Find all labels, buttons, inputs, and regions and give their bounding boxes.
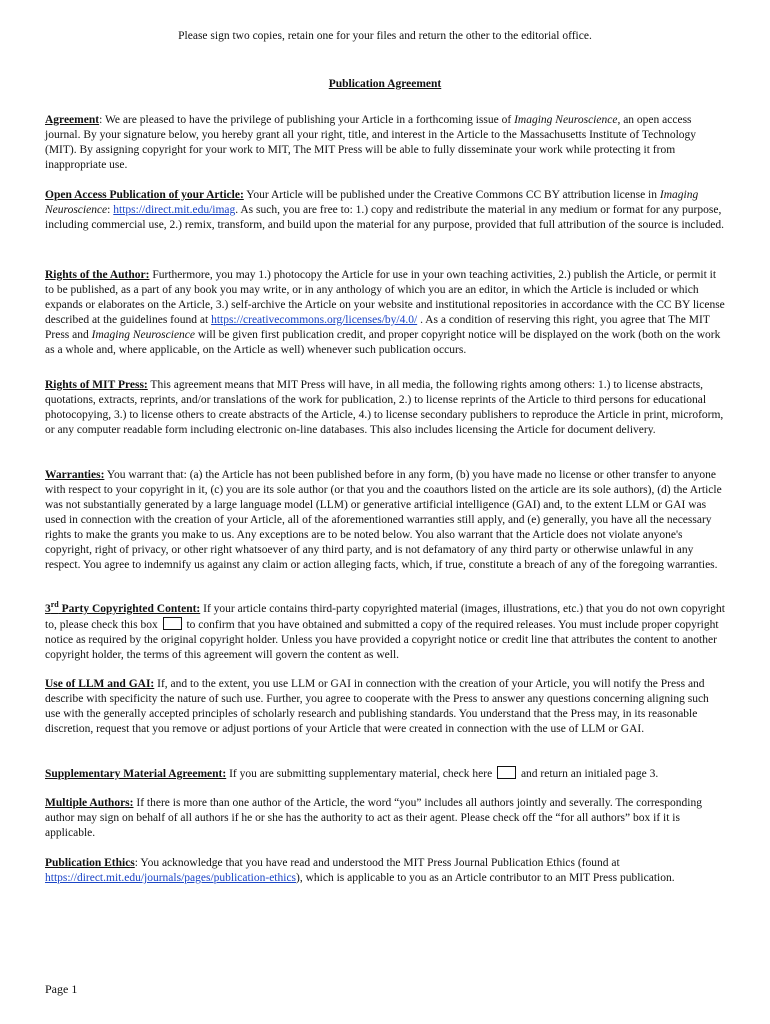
supplementary-text: and return an initialed page 3. [518, 768, 659, 780]
multiple-authors-heading: Multiple Authors: [45, 797, 134, 809]
third-party-checkbox[interactable] [163, 617, 182, 630]
open-access-text: Your Article will be published under the Creative Commons CC BY attribution license in [243, 189, 660, 201]
rights-author-heading: Rights of the Author: [45, 269, 150, 281]
warranties-paragraph [45, 468, 725, 573]
journal-name: Imaging Neuroscience [45, 189, 699, 216]
rights-mit-paragraph [45, 378, 725, 438]
open-access-text: . As such, you are free to: 1.) copy and redistribute the material in any medium or format for any purpose, including commercial use, 2.) remix, transform, and build upon the material for any purpose, provided that full attribution of the source is included. [45, 204, 724, 231]
supplementary-heading: Supplementary Material Agreement: [45, 768, 227, 780]
llm-heading: Use of LLM and GAI: [45, 678, 155, 690]
supplementary-paragraph [45, 766, 725, 782]
third-party-text: to confirm that you have obtained and submitted a copy of the required releases. You must include proper copyright notice as required by the original copyright holder. Unless you have provided a copyright notice or credit line that attributes the content to another copyright holder, the terms of this agreement will govern the content as well. [45, 619, 719, 661]
ethics-text: : You acknowledge that you have read and understood the MIT Press Journal Publication Ethics (found at [134, 857, 620, 869]
journal-link[interactable]: https://direct.mit.edu/imag [113, 204, 236, 216]
document-title: Publication Agreement [328, 78, 442, 90]
llm-paragraph [45, 677, 725, 737]
rights-author-paragraph [45, 268, 725, 358]
rights-author-text: . As a condition of reserving this right, you agree that The MIT Press and [45, 314, 710, 341]
ethics-heading: Publication Ethics [45, 857, 135, 869]
rights-mit-heading: Rights of MIT Press: [45, 379, 148, 391]
open-access-text: : [107, 204, 114, 216]
ethics-text: ), which is applicable to you as an Article contributor to an MIT Press publication. [296, 872, 675, 884]
open-access-heading: Open Access Publication of your Article: [45, 189, 244, 201]
multiple-authors-paragraph [45, 796, 725, 841]
ethics-link[interactable]: https://direct.mit.edu/journals/pages/publication-ethics [45, 872, 297, 884]
journal-name: Imaging Neuroscience [91, 329, 196, 341]
third-party-paragraph [45, 602, 725, 663]
cc-license-link[interactable]: https://creativecommons.org/licenses/by/4.0/ [211, 314, 418, 326]
warranties-heading: Warranties: [45, 469, 105, 481]
multiple-authors-text: If there is more than one author of the Article, the word “you” includes all authors jointly and severally. The corresponding author may sign on behalf of all authors if he or she has the authority to act as their agent. Please check off the “for all authors” box if it is applicable. [45, 797, 702, 839]
rights-author-text: Furthermore, you may 1.) photocopy the Article for use in your own teaching activities, 2.) publish the Article, or permit it to be published, as a part of any book you may write, or in any anthology of which you are an editor, in which the Article is included or which expands or elaborates on the Article, 3.) self-archive the Article on your website and institutional repositories in accordance with the CC BY license described at the guidelines found at [45, 269, 725, 326]
third-party-text: If your article contains third-party copyrighted material (images, illustrations, etc.) that you do not own copyright to, please check this box [45, 603, 725, 631]
instruction-note: Please sign two copies, retain one for your files and return the other to the editorial office. [178, 30, 592, 42]
supplementary-text: If you are submitting supplementary material, check here [226, 768, 496, 780]
journal-name: Imaging Neuroscience [514, 114, 618, 126]
open-access-paragraph [45, 188, 725, 233]
agreement-heading: Agreement [45, 114, 100, 126]
warranties-text: You warrant that: (a) the Article has not been published before in any form, (b) you have made no license or other transfer to anyone with respect to your copyright in it, (c) you are its sole author (or that you and the coauthors listed on the article are its sole authors), (d) the Article was not substantially generated by a large language model (LLM) or generative artificial intelligence (GAI) and, to the extent LLM or GAI was used in connection with the creation of your Article, all of the aforementioned warranties still apply, and (e) generally, you have all the necessary rights to make the grants you make to us. Any exceptions are to be noted below. You also warrant that the Article does not violate anyone's copyright, right of privacy, or other right whatsoever of any third party, and is not defamatory of any third party or otherwise unlawful in any respect. You agree to indemnify us against any claim or action alleging facts, which, if true, constitute a breach of any of the foregoing warranties. [45, 469, 722, 571]
rights-author-text: will be given first publication credit, and proper copyright notice will be displayed on the work (both on the work as a whole and, where applicable, on the Article as well) whenever such publication occurs. [45, 329, 721, 356]
page-number: Page 1 [45, 982, 78, 996]
agreement-paragraph [45, 113, 725, 173]
llm-text: If, and to the extent, you use LLM or GAI in connection with the creation of your Article, you will notify the Press and describe with specificity the nature of such use. Further, you agree to cooperate with the Press to answer any questions concerning aligning such use with the generally accepted principles of scholarly research and publishing standards. You understand that the Press may, in its reasonable discretion, request that you remove or adjust portions of your Article that were created in connection with the use of LLM or GAI. [45, 678, 709, 735]
agreement-text: , an open access journal. By your signature below, you hereby grant all your right, title, and interest in the Article to the Massachusetts Institute of Technology (MIT). By assigning copyright for your work to MIT, The MIT Press will be able to fully disseminate your work while protecting it from inappropriate use. [45, 114, 697, 171]
agreement-text: : We are pleased to have the privilege of publishing your Article in a forthcoming issue of [99, 114, 515, 126]
third-party-heading: 3rd Party Copyrighted Content: [45, 600, 201, 615]
rights-mit-text: This agreement means that MIT Press will have, in all media, the following rights among others: 1.) to license abstracts, quotations, extracts, reprints, and/or translations of the work for publication, 2.) to license reprints of the Article to third persons for educational photocopying, 3.) to license others to create abstracts of the Article, 4.) to license secondary publishers to reproduce the Article in print, microform, or any computer readable form including electronic on-line databases. This also includes licensing the Article for document delivery. [45, 379, 724, 436]
supplementary-checkbox[interactable] [497, 766, 516, 779]
ethics-paragraph [45, 856, 725, 886]
